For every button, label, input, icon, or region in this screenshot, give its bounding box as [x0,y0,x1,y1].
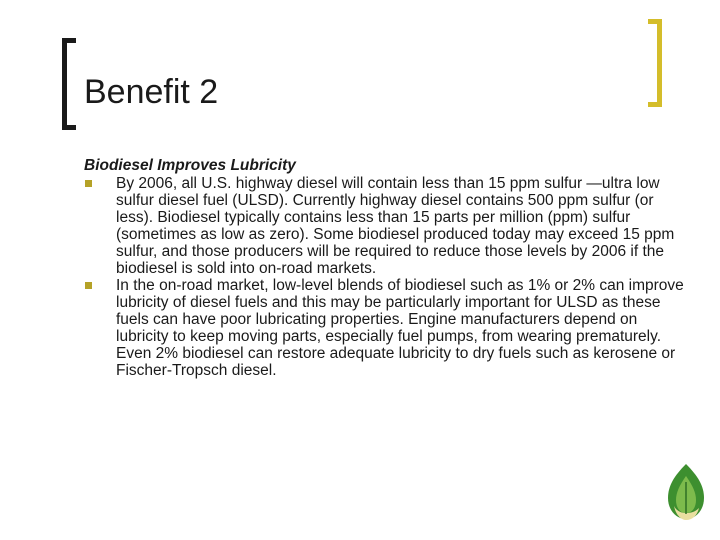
bullet-text: By 2006, all U.S. highway diesel will contain less than 15 ppm sulfur —ultra low sulfur diesel fuel (ULSD). Currently highway diesel contains 500 ppm sulfur (or less). Biodiesel typically contains less than 15 parts per million (ppm) sulfur (sometimes as low as zero). Some biodiesel produced today may exceed 15 ppm sulfur, and those producers will be required to reduce those levels by 2006 if the biodiesel is sold into on-road markets. [116,175,675,277]
bullet-item [84,175,684,277]
biodiesel-leaf-drop-icon [666,462,706,522]
title-bracket-right-decoration [648,19,662,107]
square-bullet-icon [85,180,92,187]
slide-content [84,157,684,379]
bullet-item [84,277,684,379]
slide-title: Benefit 2 [84,73,219,111]
title-bracket-left-decoration [62,38,76,130]
bullet-list [84,175,684,379]
slide-subtitle: Biodiesel Improves Lubricity [84,157,296,174]
bullet-text: In the on-road market, low-level blends of biodiesel such as 1% or 2% can improve lubricity of diesel fuels and this may be particularly important for ULSD as these fuels can have poor lubricating properties. Engine manufacturers depend on lubricity to keep moving parts, especially fuel pumps, from wearing prematurely. Even 2% biodiesel can restore adequate lubricity to dry fuels such as kerosene or Fischer-Tropsch diesel. [116,277,684,379]
square-bullet-icon [85,282,92,289]
